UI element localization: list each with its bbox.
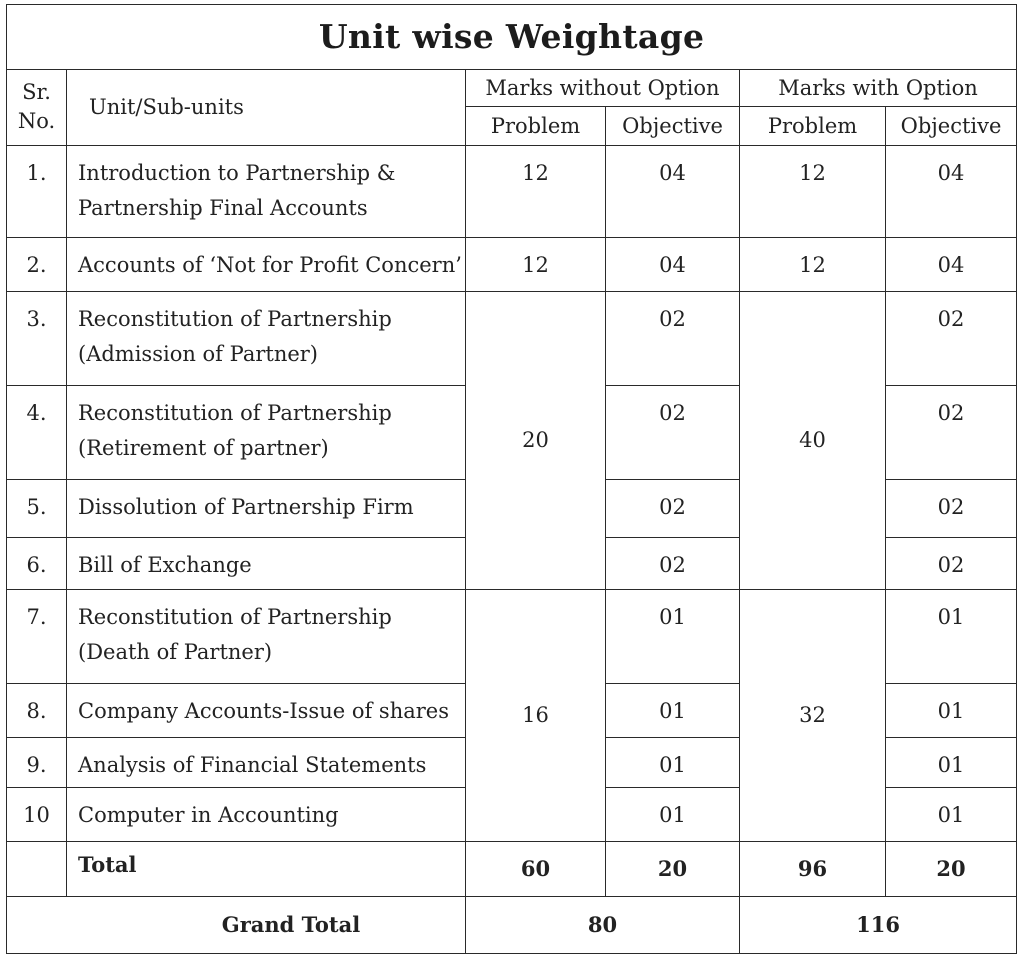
w-objective-cell: 01 (886, 590, 1017, 684)
unit-cell (67, 386, 466, 480)
w-problem-cell: 12 (740, 238, 886, 292)
total-row (7, 842, 1017, 897)
unit-cell: Bill of Exchange (67, 538, 466, 590)
total-w-problem: 96 (740, 842, 886, 897)
w-objective-cell: 02 (886, 480, 1017, 538)
wo-objective-cell: 02 (606, 292, 740, 386)
w-problem-cell: 12 (740, 146, 886, 238)
header-wo-objective: Objective (606, 107, 740, 146)
header-sr-line2: No. (17, 109, 56, 134)
total-sr-empty (7, 842, 67, 897)
sr-no-cell: 10 (7, 788, 67, 842)
header-marks-without-option: Marks without Option (466, 70, 740, 107)
w-objective-cell: 02 (886, 292, 1017, 386)
unit-cell: Computer in Accounting (67, 788, 466, 842)
title-row (7, 5, 1017, 70)
unit-line: Reconstitution of Partnership (78, 605, 392, 629)
unit-cell: Company Accounts-Issue of shares (67, 684, 466, 738)
unit-line: Reconstitution of Partnership (78, 307, 392, 331)
sr-no-cell: 1. (7, 146, 67, 238)
wo-problem-merged-cell: 16 (466, 590, 606, 842)
table-row (7, 292, 1017, 386)
unit-weightage-table (6, 4, 1017, 954)
wo-objective-cell: 01 (606, 788, 740, 842)
unit-line: Reconstitution of Partnership (78, 401, 392, 425)
header-sr-line1: Sr. (22, 80, 51, 104)
header-marks-with-option: Marks with Option (740, 70, 1017, 107)
total-wo-objective: 20 (606, 842, 740, 897)
w-objective-cell: 01 (886, 684, 1017, 738)
unit-cell (67, 146, 466, 238)
w-objective-cell: 02 (886, 538, 1017, 590)
unit-line: Partnership Final Accounts (78, 195, 368, 220)
sr-no-cell: 2. (7, 238, 67, 292)
wo-objective-cell: 02 (606, 538, 740, 590)
unit-cell: Dissolution of Partnership Firm (67, 480, 466, 538)
total-wo-problem: 60 (466, 842, 606, 897)
sr-no-cell: 5. (7, 480, 67, 538)
total-w-objective: 20 (886, 842, 1017, 897)
sr-no-cell: 8. (7, 684, 67, 738)
wo-objective-cell: 01 (606, 684, 740, 738)
wo-objective-cell: 02 (606, 480, 740, 538)
wo-problem-merged-cell: 20 (466, 292, 606, 590)
header-w-objective: Objective (886, 107, 1017, 146)
table-row (7, 238, 1017, 292)
sr-no-cell: 6. (7, 538, 67, 590)
wo-objective-cell: 02 (606, 386, 740, 480)
w-objective-cell: 01 (886, 788, 1017, 842)
header-wo-problem: Problem (466, 107, 606, 146)
unit-cell: Analysis of Financial Statements (67, 738, 466, 788)
header-row-1 (7, 70, 1017, 107)
sr-no-cell: 3. (7, 292, 67, 386)
wo-objective-cell: 01 (606, 590, 740, 684)
unit-cell: Accounts of ‘Not for Profit Concern’ (67, 238, 466, 292)
w-objective-cell: 01 (886, 738, 1017, 788)
wo-objective-cell: 04 (606, 146, 740, 238)
table-row (7, 590, 1017, 684)
header-w-problem: Problem (740, 107, 886, 146)
sr-no-cell: 7. (7, 590, 67, 684)
wo-problem-cell: 12 (466, 238, 606, 292)
w-objective-cell: 04 (886, 146, 1017, 238)
unit-line: (Death of Partner) (78, 639, 273, 664)
table-title: Unit wise Weightage (7, 5, 1017, 70)
wo-problem-cell: 12 (466, 146, 606, 238)
w-problem-merged-cell: 32 (740, 590, 886, 842)
grand-total-without-option: 80 (466, 897, 740, 954)
total-label: Total (67, 842, 466, 897)
grand-total-with-option: 116 (740, 897, 1017, 954)
unit-line: (Retirement of partner) (78, 435, 329, 460)
grand-total-row (7, 897, 1017, 954)
header-sr-no (7, 70, 67, 146)
sr-no-cell: 4. (7, 386, 67, 480)
table-row (7, 146, 1017, 238)
wo-objective-cell: 04 (606, 238, 740, 292)
sr-no-cell: 9. (7, 738, 67, 788)
grand-total-label: Grand Total (7, 897, 466, 954)
w-problem-merged-cell: 40 (740, 292, 886, 590)
w-objective-cell: 02 (886, 386, 1017, 480)
unit-line: (Admission of Partner) (78, 341, 319, 366)
unit-line: Introduction to Partnership & (78, 161, 396, 185)
unit-cell (67, 292, 466, 386)
header-unit: Unit/Sub-units (67, 70, 466, 146)
wo-objective-cell: 01 (606, 738, 740, 788)
w-objective-cell: 04 (886, 238, 1017, 292)
unit-cell (67, 590, 466, 684)
